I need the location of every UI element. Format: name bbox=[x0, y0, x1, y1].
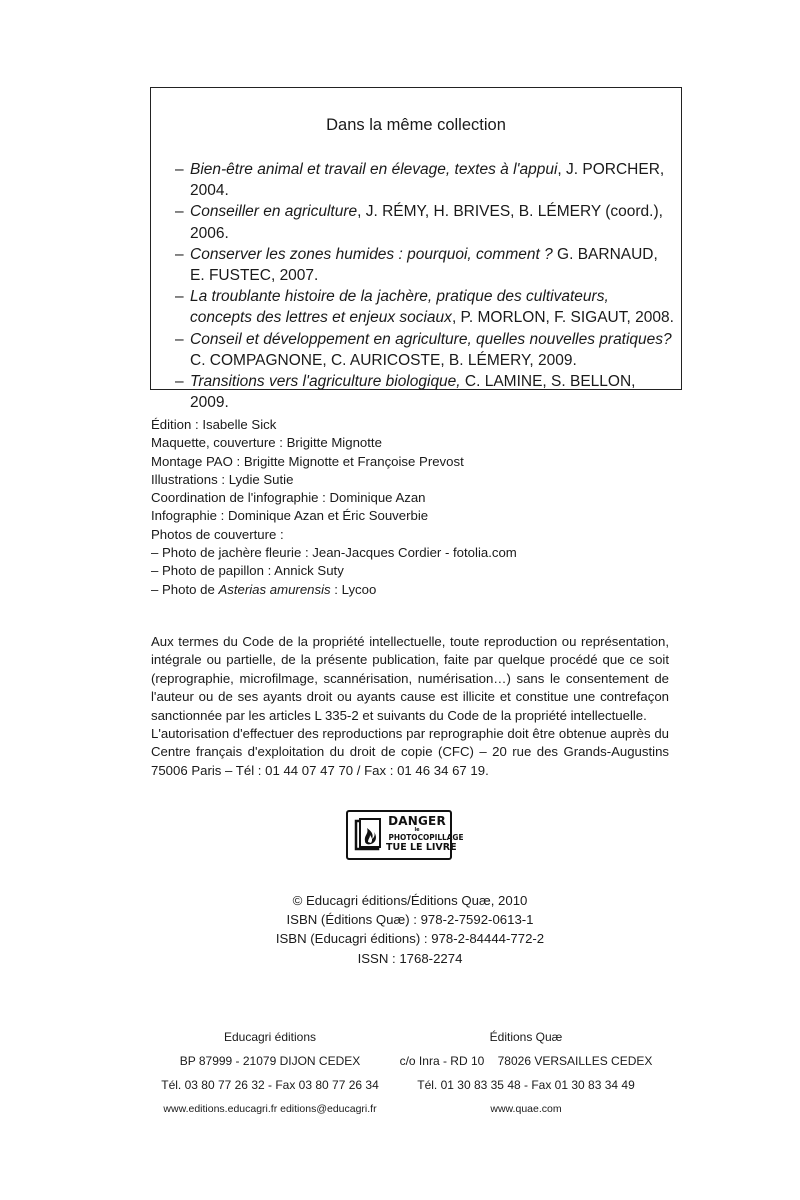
danger-logo-line-4: TUE LE LIVRE bbox=[386, 842, 457, 853]
work-authors: G. BARNAUD, E. FUSTEC, 2007. bbox=[190, 245, 658, 285]
list-dash: – bbox=[175, 245, 184, 263]
work-title: Conserver les zones humides : pourquoi, comment ? bbox=[190, 245, 553, 263]
publisher-name: Éditions Quæ bbox=[489, 1030, 563, 1044]
list-item bbox=[175, 201, 675, 243]
credit-illustrations: Illustrations : Lydie Sutie bbox=[151, 471, 294, 487]
collection-list bbox=[175, 159, 675, 413]
publisher-phone: Tél. 01 30 83 35 48 - Fax 01 30 83 34 49 bbox=[417, 1078, 635, 1092]
work-title: Bien-être animal et travail en élevage, textes à l'appui bbox=[190, 161, 558, 178]
list-item bbox=[175, 286, 675, 328]
work-authors: , J. PORCHER, 2004. bbox=[190, 161, 665, 200]
list-item bbox=[175, 371, 675, 413]
publisher-educagri bbox=[158, 1025, 382, 1121]
publisher-web-link[interactable]: www.quae.com bbox=[490, 1103, 562, 1115]
credit-montage: Montage PAO : Brigitte Mignotte et Françoise Prevost bbox=[151, 453, 464, 469]
work-title: Conseil et développement en agriculture, quelles nouvelles pratiques? bbox=[190, 330, 672, 348]
danger-logo-line-2: le bbox=[414, 827, 420, 833]
work-title: La troublante histoire de la jachère, pratique des cultivateurs, concepts des lettres et enjeux sociaux bbox=[190, 288, 609, 327]
isbn-quae: ISBN (Éditions Quæ) : 978-2-7592-0613-1 bbox=[286, 912, 534, 928]
credit-photo-jachere: – Photo de jachère fleurie : Jean-Jacques Cordier - fotolia.com bbox=[151, 545, 517, 561]
credit-photos-heading: Photos de couverture : bbox=[151, 526, 284, 542]
legal-paragraph-1: Aux termes du Code de la propriété intellectuelle, toute reproduction ou représentation, intégrale ou partielle, de la présente publication, faite par quelque procédé que ce soit (reprographie, microfilmage, scannérisation, numérisation…) sans le consentement de l'auteur ou de ses ayants droit ou ayants cause est illicite et constitue une contrefaçon sanctionnée par les articles L 335-2 et suivants du Code de la propriété intellectuelle. bbox=[151, 634, 669, 723]
publisher-phone: Tél. 03 80 77 26 32 - Fax 03 80 77 26 34 bbox=[161, 1078, 379, 1092]
list-dash: – bbox=[175, 373, 184, 391]
danger-logo-line-3: PHOTOCOPILLAGE bbox=[388, 833, 464, 842]
publisher-address: c/o Inra - RD 10 78026 VERSAILLES CEDEX bbox=[399, 1054, 653, 1068]
list-dash: – bbox=[175, 161, 184, 178]
publisher-web-link[interactable]: www.editions.educagri.fr editions@educagri.fr bbox=[163, 1103, 377, 1115]
collection-title: Dans la même collection bbox=[326, 116, 506, 134]
list-item bbox=[175, 159, 675, 201]
work-title: Transitions vers l'agriculture biologique, bbox=[190, 373, 461, 391]
credit-photo-asterias bbox=[151, 581, 671, 599]
list-item bbox=[175, 244, 675, 286]
legal-paragraph-2: L'autorisation d'effectuer des reproductions par reprographie doit être obtenue auprès du Centre français d'exploitation du droit de copie (CFC) – 20 rue des Grands-Augustins 75006 Paris – Tél : 01 44 07 47 70 / Fax : 01 46 34 67 19. bbox=[151, 726, 669, 778]
copyright-block bbox=[270, 891, 550, 968]
copyright-line: © Educagri éditions/Éditions Quæ, 2010 bbox=[292, 893, 528, 908]
credit-photo-asterias-suffix: : Lycoo bbox=[330, 581, 377, 597]
list-item bbox=[175, 329, 675, 371]
credit-photo-papillon: – Photo de papillon : Annick Suty bbox=[151, 563, 344, 579]
credit-photo-asterias-name: Asterias amurensis bbox=[218, 581, 331, 597]
list-dash: – bbox=[175, 330, 184, 348]
credit-edition: Édition : Isabelle Sick bbox=[151, 417, 277, 432]
issn: ISSN : 1768-2274 bbox=[357, 950, 463, 966]
credits bbox=[151, 416, 671, 599]
work-authors: C. LAMINE, S. BELLON, 2009. bbox=[190, 373, 636, 412]
collection-box bbox=[150, 87, 682, 412]
list-dash: – bbox=[175, 203, 184, 221]
work-authors: , P. MORLON, F. SIGAUT, 2008. bbox=[451, 309, 674, 327]
credit-maquette: Maquette, couverture : Brigitte Mignotte bbox=[151, 435, 382, 451]
list-dash: – bbox=[175, 288, 184, 306]
publisher-address: BP 87999 - 21079 DIJON CEDEX bbox=[179, 1054, 361, 1068]
credit-infographie: Infographie : Dominique Azan et Éric Souverbie bbox=[151, 508, 429, 524]
credit-photo-asterias-prefix: – Photo de bbox=[151, 581, 219, 597]
work-authors: C. COMPAGNONE, C. AURICOSTE, B. LÉMERY, 2009. bbox=[190, 351, 577, 369]
danger-photocopillage-logo bbox=[346, 810, 464, 860]
work-title: Conseiller en agriculture bbox=[190, 203, 358, 221]
danger-logo-line-1: DANGER bbox=[388, 814, 446, 828]
credit-coordination: Coordination de l'infographie : Dominique Azan bbox=[151, 490, 426, 506]
legal-notice bbox=[151, 633, 669, 780]
danger-logo-text bbox=[386, 814, 464, 853]
burning-book-icon bbox=[353, 818, 383, 852]
isbn-educagri: ISBN (Educagri éditions) : 978-2-84444-772-2 bbox=[275, 931, 545, 947]
publisher-quae bbox=[398, 1025, 654, 1121]
work-authors: , J. RÉMY, H. BRIVES, B. LÉMERY (coord.), 2006. bbox=[190, 203, 663, 242]
publisher-name: Educagri éditions bbox=[223, 1030, 317, 1044]
